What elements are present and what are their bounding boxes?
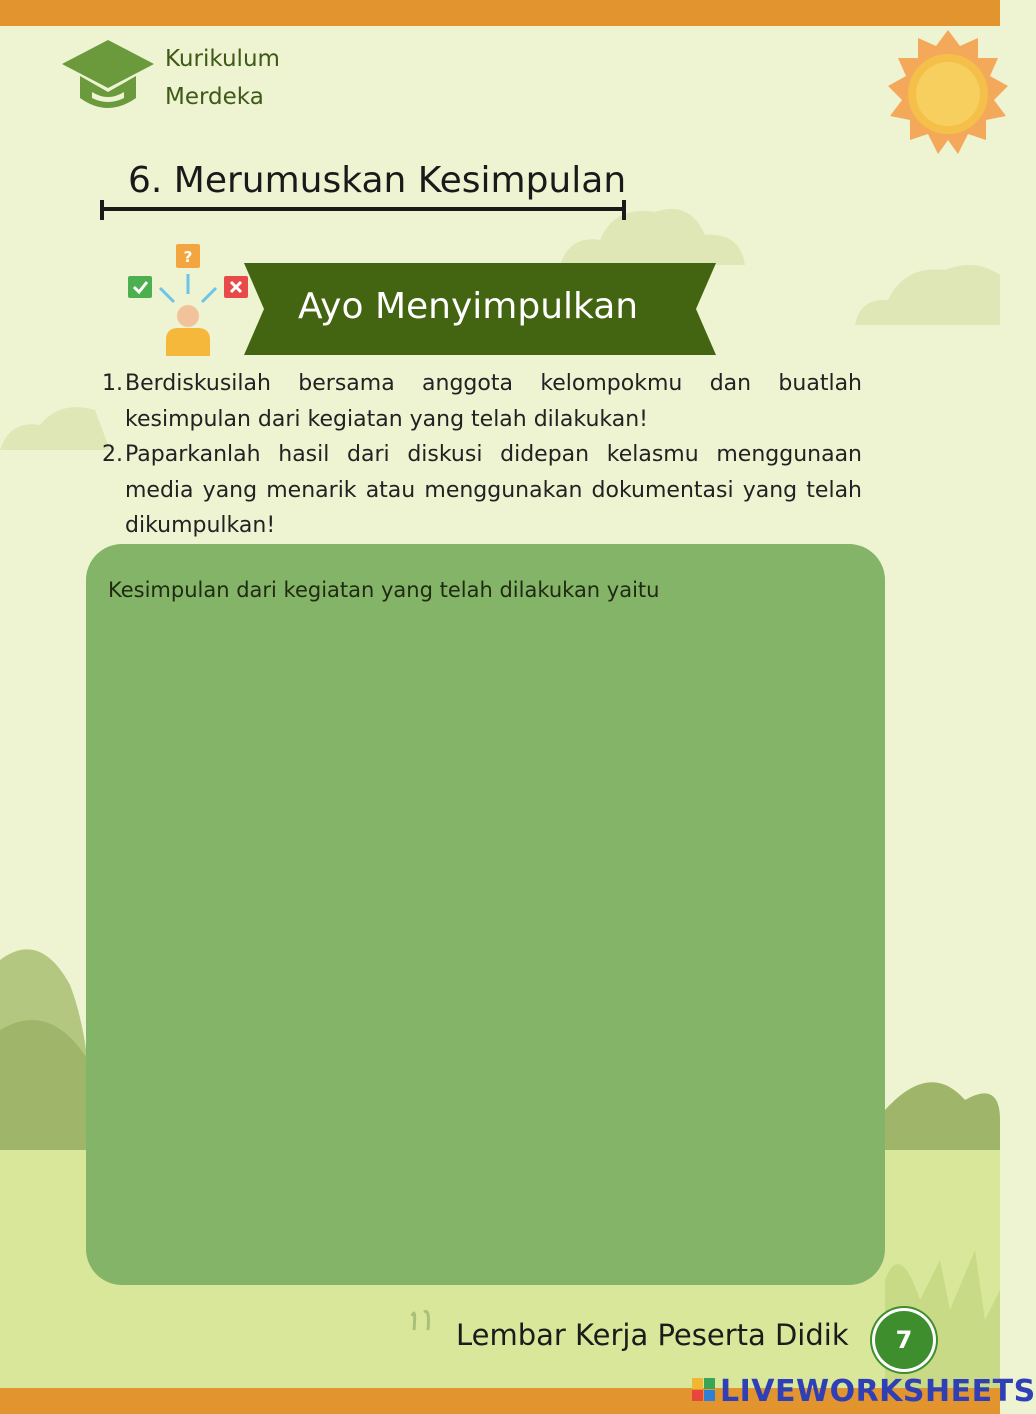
footer-label: Lembar Kerja Peserta Didik [456,1318,849,1352]
instruction-list [100,366,862,544]
page-number-badge: 7 [872,1308,936,1372]
sun-icon [890,24,1000,164]
top-border-bar [0,0,1000,26]
list-item-number: 1. [102,371,123,396]
banner-title: Ayo Menyimpulkan [298,286,639,327]
list-item-number: 2. [102,442,123,467]
list-item-text: Berdiskusilah bersama anggota kelompokmu dan buatlah kesimpulan dari kegiatan yang telah dilakukan! [125,371,862,432]
list-item [100,366,862,437]
thinking-person-icon [126,244,250,356]
title-underline [100,200,626,220]
list-item-text: Paparkanlah hasil dari diskusi didepan kelasmu menggunaan media yang menarik atau menggunakan dokumentasi yang telah dikumpulkan! [125,442,862,538]
watermark-text: LIVEWORKSHEETS [720,1374,1036,1409]
list-item [100,437,862,544]
graduation-cap-icon [62,40,154,114]
logo-line-1: Kurikulum [165,46,280,72]
curriculum-logo-text [165,40,365,116]
answer-prompt: Kesimpulan dari kegiatan yang telah dilakukan yaitu [108,578,660,602]
liveworksheets-logo-icon [692,1378,716,1402]
answer-text-area[interactable] [86,544,885,1285]
logo-line-2: Merdeka [165,84,264,110]
section-title: 6. Merumuskan Kesimpulan [128,160,627,201]
check-icon [128,276,152,298]
svg-text:?: ? [183,248,193,266]
